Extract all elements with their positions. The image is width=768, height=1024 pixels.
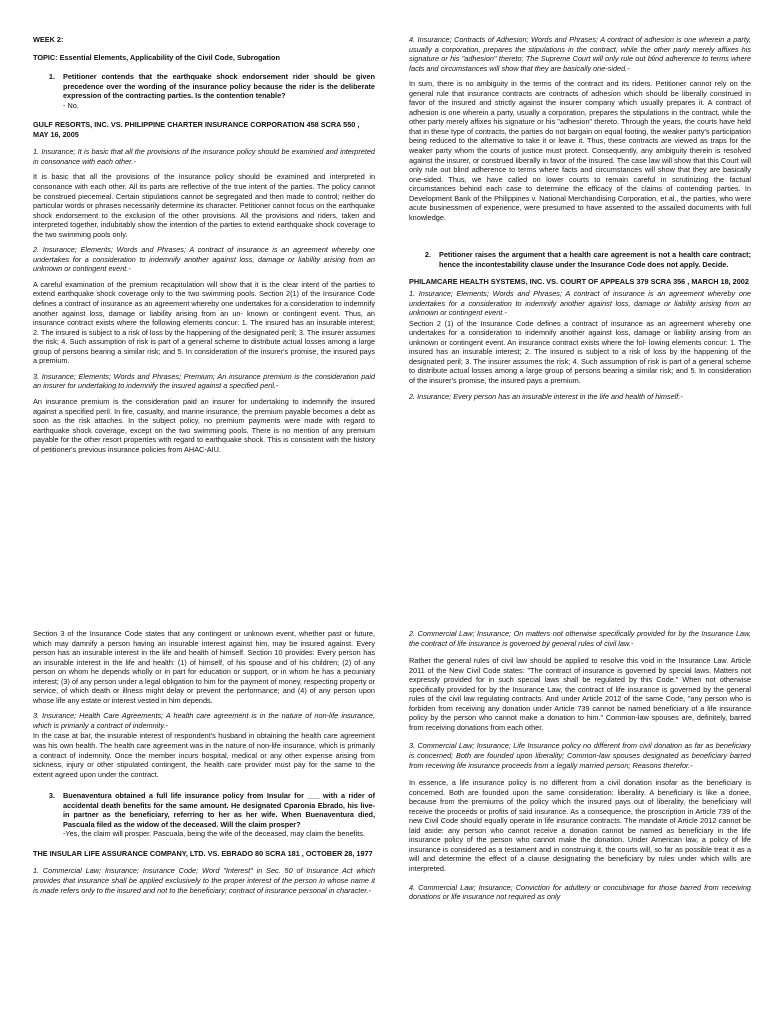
syllabus-heading: 2. Insurance; Elements; Words and Phrases; A contract of insurance is an agreement whereby one undertakes for a consideration to indemnify another against loss, damage or liability arising from an unknown or contingent event.- xyxy=(33,245,375,274)
question-number: 1. xyxy=(48,72,55,82)
syllabus-heading: 1. Commercial Law; Insurance; Insurance Code; Word "Interest" in Sec. 50 of Insurance Act which provides that insurance shall be applied exclusively to the proper interest of the person in whose name it is made refers only to the insured and not to the beneficiary; contract of insurance personal in character.- xyxy=(33,866,375,895)
question-number: 2. xyxy=(424,250,431,260)
syllabus-heading: 3. Insurance; Elements; Words and Phrases; Premium; An insurance premium is the consideration paid an insurer for undertaking to indemnify the insured against a specified peril.- xyxy=(33,371,375,391)
syllabus-body: In the case at bar, the insurable interest of respondent's husband in obtaining the health care agreement was his own health. The health care agreement was in the nature of non-life insurance, which is primarily a contract of indemnity. Once the member incurs hospital, medical or any other expense arising from sickness, injury or other stipulated contingent, the health care provider must pay for the same to the extent agreed upon under the contract. xyxy=(33,731,375,779)
topic-heading: TOPIC: Essential Elements, Applicability of the Civil Code, Subrogation xyxy=(33,52,280,62)
right-top-column xyxy=(409,35,751,590)
syllabus-heading: 4. Commercial Law; Insurance; Conviction for adultery or concubinage for those barred from receiving donations or life insurance not required as only xyxy=(409,882,751,902)
syllabus-body: It is basic that all the provisions of the insurance policy should be examined and interpreted in consonance with each other. All its parts are reflective of the true intent of the parties. The policy cannot be construed piecemeal. Certain stipulations cannot be segregated and then made to control; neither do particular words or phrases necessarily determine its character. Petitioner cannot focus on the earthquake shock endorsement to the exclusion of the other provisions. All the provisions and riders, taken and interpreted together, indubitably show the intention of the parties to extend earthquake shock coverage to the two swimming pools only. xyxy=(33,172,375,239)
question-number: 3. xyxy=(48,791,55,801)
syllabus-heading: 3. Commercial Law; Insurance; Life Insurance policy no different from civil donation as far as beneficiary is concerned; Both are founded upon liberality; Common-law spouses designated as beneficiary barred from receiving life insurance proceeds from a legally married person; Reasons therefor.- xyxy=(409,741,751,770)
answer-1: - No. xyxy=(63,100,79,110)
case-title-1: GULF RESORTS, INC. VS. PHILIPPINE CHARTER INSURANCE CORPORATION 458 SCRA 550 , MAY 16, 2005 xyxy=(33,120,360,139)
question-1 xyxy=(33,72,375,101)
case-title-2: PHILAMCARE HEALTH SYSTEMS, INC. VS. COURT OF APPEALS 379 SCRA 356 , MARCH 18, 2002 xyxy=(409,277,749,287)
question-3 xyxy=(33,791,375,829)
body-paragraph: Section 3 of the Insurance Code states that any contingent or unknown event, whether past or future, which may damnify a person having an insurable interest against him, may be insured against. Every person has an insurable interest in the life and health of himself. Section 10 provides: Every person has an insurable interest in the life and health: (1) of himself, of his spouse and of his children; (2) of any person on whom he depends wholly or in part for education or support, or in whom he has a pecuniary interest; (3) of any person under a legal obligation to him for the payment of money, respecting property or service, of which death or illness might delay or prevent the performance; and (4) of any person upon whose life any estate or interest vested in him depends. xyxy=(33,629,375,705)
syllabus-heading: 1. Insurance; It is basic that all the provisions of the insurance policy should be examined and interpreted in consonance with each other.- xyxy=(33,147,375,166)
syllabus-body: In sum, there is no ambiguity in the terms of the contract and its riders. Petitioner cannot rely on the general rule that insurance contracts are contracts of adhesion which should be liberally construed in favor of the insured and strictly against the insurer company which usually prepares it. A contract of adhesion is one wherein a party, usually a corporation, prepares the stipulations in the contract, while the other party merely affixes his signature or his "adhesion" thereto. Through the years, the courts have held that in these type of contracts, the parties do not bargain on equal footing, the weaker party's participation being reduced to the alternative to take it or leave it. Thus, these contracts are viewed as traps for the weaker party whom the courts of justice must protect. Consequently, any ambiguity therein is resolved against the insurer, or construed liberally in favor of the insured. The case law will show that this Court will only rule out blind adherence to terms where facts and circumstances will show that they are basically one-sided. Thus, we have called on lower courts to remain careful in scrutinizing the factual circumstances behind each case to determine the efficacy of the claims of contending parties. In Development Bank of the Philippines v. National Merchandising Corporation, et al., the parties, who were acute businessmen of experience, were presumed to have assented to the assailed documents with full knowledge. xyxy=(409,79,751,222)
syllabus-body: Rather the general rules of civil law should be applied to resolve this void in the Insurance Law. Article 2011 of the New Civil Code states: "The contract of insurance is governed by special laws. Matters not expressly provided for in such special laws shall be regulated by this Code." When not otherwise specifically provided for by the Insurance Law, the contract of life insurance is governed by the general rules of the civil law regulating contracts. And under Article 2012 of the same Code, "any person who is forbiden from receiving any donation under Article 739 cannot be named beneficiary of a life insurance policy by the person who cannot make a donation to him." Common-law spouses are, definitely, barred from receiving donations from each other. xyxy=(409,656,751,732)
question-text: Buenaventura obtained a full life insurance policy from Insular for ___ with a rider of accidental death benefits for the same amount. He designated Cparonia Ebrado, his live-in partner as the beneficiary, referring to her as her wife. When Buenaventura died, Pascuala filed as the widow of the deceased. Will the claim prosper? xyxy=(63,791,375,829)
answer-3: -Yes, the claim will prosper. Pascuala, being the wife of the deceased, may claim the benefits. xyxy=(63,829,365,839)
left-top-column xyxy=(33,35,375,590)
left-bottom-column xyxy=(33,629,375,1022)
syllabus-heading: 1. Insurance; Elements; Words and Phrases; A contract of insurance is an agreement whereby one undertakes for a consideration to indemnify another against loss, damage or liability arising from an unknown or contingent event.- xyxy=(409,289,751,318)
question-2 xyxy=(409,250,751,269)
question-text: Petitioner raises the argument that a health care agreement is not a health care contract; hence the incontestability clause under the Insurance Code does not apply. Decide. xyxy=(439,250,751,269)
right-bottom-column xyxy=(409,629,751,1022)
syllabus-heading: 2. Insurance; Every person has an insurable interest in the life and health of himself.- xyxy=(409,391,683,401)
syllabus-body: Section 2 (1) of the Insurance Code defines a contract of insurance as an agreement whereby one undertakes for a consideration to indemnify another against loss, damage or liability arising from an unknown or contingent event. An insurance contract exists where the fol- lowing elements concur: 1. The insured has an insurable interest; 2. The insured is subject to a risk of loss by the happening of the designated peril; 3. The insurer assumes the risk; 4. Such assumption of risk is part of a general scheme to distribute actual losses among a large group of persons bearing a similar risk; and 5. In consideration of the insurer's promise, the insured pays a premium. xyxy=(409,318,751,385)
syllabus-body: A careful examination of the premium recapitulation will show that it is the clear intent of the parties to extend earthquake shock coverage only to the two swimming pools. Section 2(1) of the Insurance Code defines a contract of insurance as an agreement whereby one undertakes for a consideration to indemnify another against loss, damage or liability arising from an un- known or contingent event. Thus, an insurance contract exists where the following elements concur: 1. The insured has an insurable interest; 2. The insured is subject to a risk of loss by the happening of the designated peril; 3. The insurer assumes the risk; 4. Such assumption of risk is part of a general scheme to distribute actual losses among a large group of persons bearing a similar risk; and 5. In consideration of the insurer's promise, the insured pays a premium. xyxy=(33,279,375,366)
syllabus-heading: 2. Commercial Law; Insurance; On matters not otherwise specifically provided for by the Insurance Law, the contract of life insurance is governed by general rules of civil law.- xyxy=(409,629,751,648)
question-text: Petitioner contends that the earthquake shock endorsement rider should be given precedence over the wording of the insurance policy because the rider is the deliberate expression of the contracting parties. Is the contention tenable? xyxy=(63,72,375,101)
syllabus-body: An insurance premium is the consideration paid an insurer for undertaking to indemnify the insured against a specified peril. In fire, casualty, and marine insurance, the premium payable becomes a debt as soon as the risk attaches. In the subject policy, no premium payments were made with regard to earthquake shock coverage, except on the two swimming pools. There is no mention of any premium payable for the other resort properties with regard to earthquake shock. This is consistent with the history of petitioner's previous insurance policies from AHAC-AIU. xyxy=(33,396,375,454)
case-title-3: THE INSULAR LIFE ASSURANCE COMPANY, LTD. VS. EBRADO 80 SCRA 181 , OCTOBER 28, 1977 xyxy=(33,848,373,858)
syllabus-heading: 4. Insurance; Contracts of Adhesion; Words and Phrases; A contract of adhesion is one wherein a party, usually a corporation, prepares the stipulations in the contract, while the other party merely affixes his signature or his "adhesion" thereto; The Supreme Court will only rule out blind adherence to terms where facts and circumstances will show that they are basically one-sided.- xyxy=(409,35,751,73)
week-heading: WEEK 2: xyxy=(33,35,64,44)
syllabus-body: In essence, a life insurance policy is no different from a civil donation insofar as the beneficiary is concerned. Both are founded upon the same consideration: liberality. A beneficiary is like a donee, because from the premiums of the policy which the insured pays out of liberality, the beneficiary will receive the proceeds or profits of said insurance. As a consequence, the proscription in Article 739 of the new Civil Code should equally operate in life insurance contracts. The mandate of Article 2012 cannot be laid aside: any person who cannot receive a donation cannot be named as beneficiary in the life insurance policy of the person who cannot make the donation. Under American law, a policy of life insurance is considered as a testament and in construing it, the courts will, so far as possible treat it as a will and determine the effect of a clause designating the beneficiary by rules under which wills are interpreted. xyxy=(409,778,751,874)
syllabus-heading: 3. Insurance; Health Care Agreements; A health care agreement is in the nature of non-life insurance, which is primarily a contract of indemnity.- xyxy=(33,711,375,730)
